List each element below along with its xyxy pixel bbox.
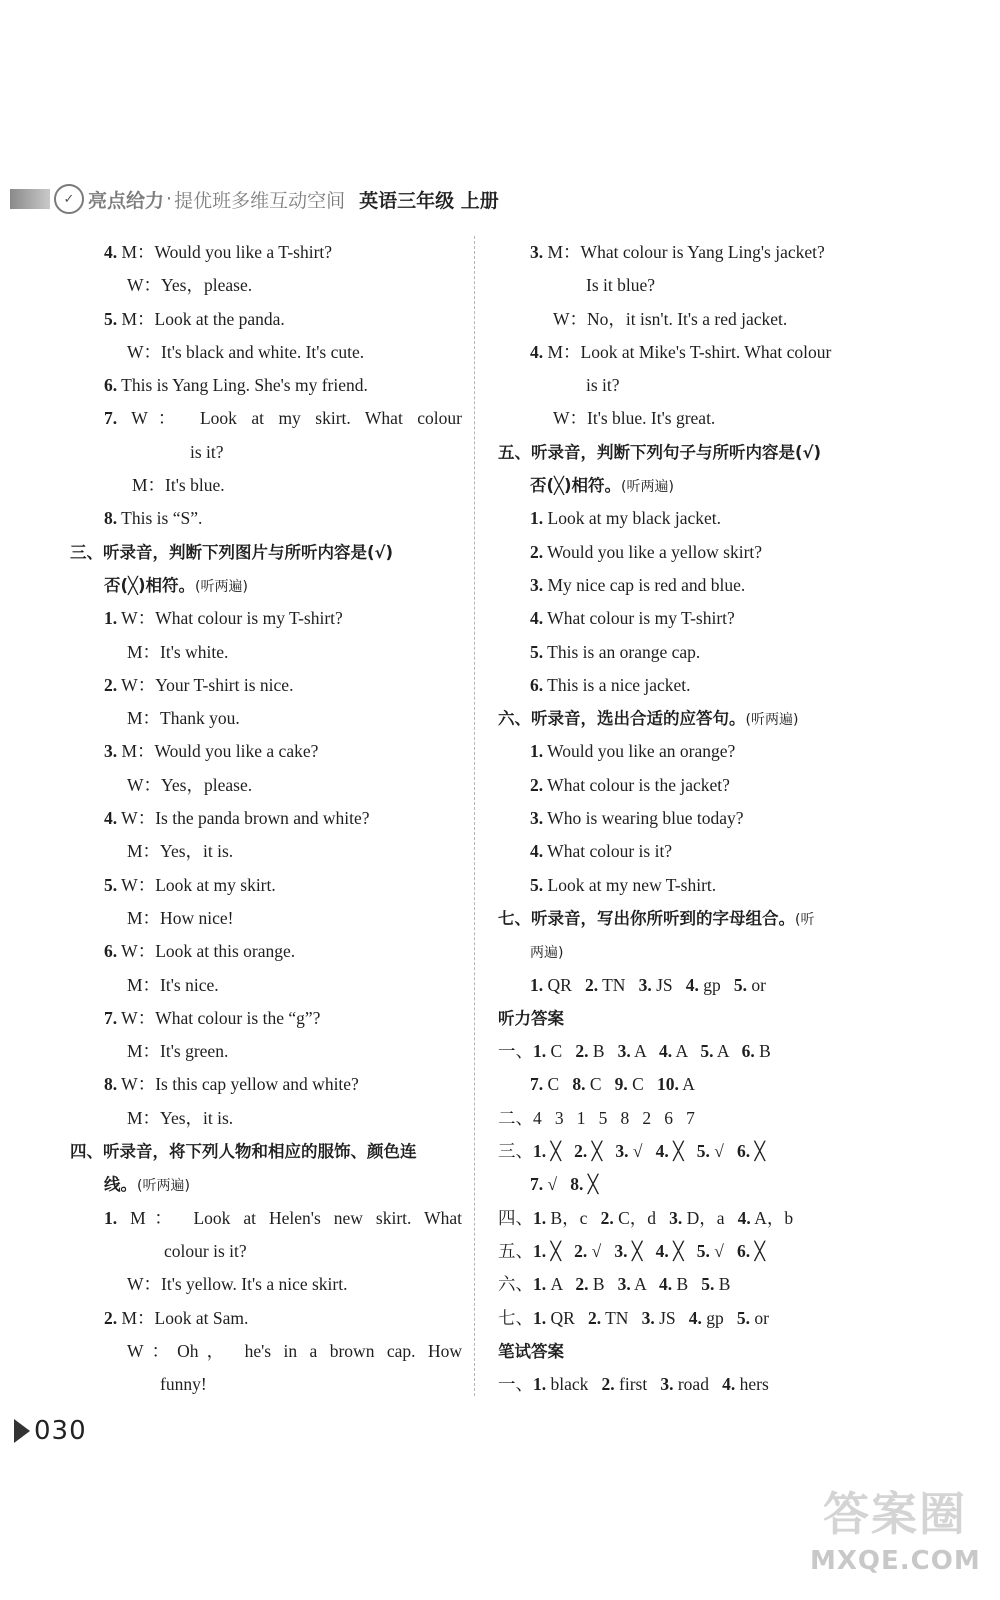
item-number: 8.	[104, 1074, 118, 1095]
text-line	[70, 835, 462, 868]
item-number: 7.	[104, 1007, 118, 1028]
text-line	[498, 669, 898, 702]
line-text: W：What colour is the “g”?	[117, 1007, 321, 1028]
section-note: (听	[795, 911, 815, 928]
text-line	[70, 735, 462, 768]
line-text: What colour is the jacket?	[543, 774, 730, 795]
text-line: 一、1. C 2. B 3. A 4. A 5. A 6. B	[498, 1041, 771, 1062]
line-text: M：It's white.	[127, 641, 229, 662]
line-text: M：Look at the panda.	[117, 308, 285, 329]
item-number: 4.	[104, 808, 118, 829]
section-heading	[498, 902, 898, 935]
text-line	[70, 1235, 462, 1268]
text-line	[70, 969, 462, 1002]
text-line	[70, 236, 462, 269]
text-line	[70, 702, 462, 735]
section-title: 三、听录音，判断下列图片与所听内容是(√)	[70, 542, 394, 562]
section-heading	[498, 469, 898, 502]
text-line	[70, 935, 462, 968]
text-line	[498, 369, 898, 402]
header-separator: ·	[166, 188, 173, 210]
item-number: 3.	[104, 741, 118, 762]
text-line	[70, 436, 462, 469]
line-text: W：No，it isn't. It's a red jacket.	[553, 308, 788, 329]
line-text: What colour is it?	[543, 841, 673, 862]
line-text: Would you like a yellow skirt?	[543, 541, 763, 562]
text-line	[498, 735, 898, 768]
line-text: M：Look at Mike's T-shirt. What colour	[543, 341, 832, 362]
watermark-url: MXQE.COM	[810, 1546, 981, 1576]
section-title: 否(╳)相符。	[104, 575, 196, 595]
line-text: M：Would you like a cake?	[117, 741, 319, 762]
section-heading	[498, 436, 898, 469]
line-text: W： Look at my skirt. What colour	[117, 408, 462, 429]
item-number: 5.	[530, 874, 544, 895]
text-line	[498, 336, 898, 369]
text-line	[70, 1035, 462, 1068]
section-heading	[498, 702, 898, 735]
line-text: Look at my new T-shirt.	[543, 874, 717, 895]
text-line	[70, 1002, 462, 1035]
item-number: 2.	[530, 774, 544, 795]
section-note: 两遍)	[530, 945, 564, 962]
text-line	[70, 1368, 462, 1401]
line-text: Who is wearing blue today?	[543, 808, 744, 829]
line-text: W：Is the panda brown and white?	[117, 808, 370, 829]
text-line	[498, 536, 898, 569]
page-header	[10, 181, 650, 217]
text-line	[70, 469, 462, 502]
text-line	[498, 636, 898, 669]
item-number: 4.	[104, 242, 118, 262]
text-line	[70, 769, 462, 802]
line-text: M：Thank you.	[127, 708, 240, 729]
line-text: This is an orange cap.	[543, 641, 701, 662]
line-text: W：What colour is my T-shirt?	[117, 608, 343, 629]
watermark-logo: 答案圈	[823, 1487, 967, 1541]
text-line	[70, 1302, 462, 1335]
text-line	[70, 602, 462, 635]
text-line: 1. QR 2. TN 3. JS 4. gp 5. or	[530, 974, 766, 995]
section-heading	[70, 536, 462, 569]
text-line	[70, 369, 462, 402]
line-text: M：Look at Sam.	[117, 1307, 249, 1328]
item-number: 5.	[104, 308, 118, 329]
section-note: (听两遍)	[137, 1178, 190, 1195]
text-line	[498, 835, 898, 868]
item-number: 4.	[530, 341, 544, 362]
text-line	[70, 269, 462, 302]
text-line	[498, 869, 898, 902]
line-text: Would you like an orange?	[543, 741, 736, 762]
item-number: 1.	[530, 741, 544, 762]
line-text: W：Oh， he's in a brown cap. How	[127, 1340, 462, 1361]
header-book-title: 英语三年级 上册	[359, 189, 499, 212]
line-text: colour is it?	[164, 1240, 247, 1261]
line-text: M：It's green.	[127, 1041, 229, 1062]
text-line: 7. √ 8. ╳	[530, 1174, 599, 1195]
text-line	[498, 602, 898, 635]
item-number: 6.	[530, 674, 544, 695]
text-line	[70, 1268, 462, 1301]
text-line	[498, 402, 898, 435]
text-line	[70, 1102, 462, 1135]
section-heading	[70, 569, 462, 602]
line-text: This is a nice jacket.	[543, 674, 691, 695]
watermark	[810, 1476, 980, 1586]
section-title: 笔试答案	[498, 1341, 564, 1361]
section-title: 五、听录音，判断下列句子与所听内容是(√)	[498, 442, 822, 462]
line-text: W：It's black and white. It's cute.	[127, 341, 365, 362]
text-line	[70, 1068, 462, 1101]
section-title: 否(╳)相符。	[530, 476, 622, 496]
line-text: My nice cap is red and blue.	[543, 574, 746, 595]
line-text: M：Would you like a T-shirt?	[117, 242, 333, 262]
section-title: 七、听录音，写出你所听到的字母组合。	[498, 908, 795, 928]
item-number: 1.	[530, 508, 544, 529]
column-divider	[474, 236, 475, 1396]
text-line	[70, 336, 462, 369]
text-line	[70, 1202, 462, 1235]
line-text: Look at my black jacket.	[543, 508, 721, 529]
item-number: 3.	[530, 808, 544, 829]
line-text: What colour is my T-shirt?	[543, 608, 735, 629]
item-number: 2.	[530, 541, 544, 562]
text-line	[498, 569, 898, 602]
line-text: W：Yes，please.	[127, 774, 253, 795]
item-number: 5.	[104, 874, 118, 895]
text-line	[70, 303, 462, 336]
item-number: 8.	[104, 508, 118, 529]
section-heading	[498, 935, 898, 968]
line-text: W：Look at my skirt.	[117, 874, 276, 895]
line-text: M：Yes，it is.	[127, 841, 234, 862]
line-text: M：What colour is Yang Ling's jacket?	[543, 242, 825, 262]
section-note: (听两遍)	[745, 712, 799, 729]
text-line: 七、1. QR 2. TN 3. JS 4. gp 5. or	[498, 1307, 769, 1328]
section-title: 听力答案	[498, 1008, 564, 1028]
text-line: 7. C 8. C 9. C 10. A	[530, 1074, 695, 1095]
text-line: 六、1. A 2. B 3. A 4. B 5. B	[498, 1274, 731, 1295]
left-column	[70, 236, 462, 1401]
right-column	[498, 236, 898, 1401]
line-text: M：Yes，it is.	[127, 1107, 234, 1128]
item-number: 2.	[104, 1307, 118, 1328]
text-line	[70, 502, 462, 535]
text-line	[498, 502, 898, 535]
item-number: 2.	[104, 674, 118, 695]
page-arrow-icon	[14, 1419, 30, 1443]
line-text: is it?	[586, 375, 620, 396]
line-text: W：Look at this orange.	[117, 941, 296, 962]
section-title: 四、听录音，将下列人物和相应的服饰、颜色连	[70, 1142, 417, 1162]
header-series: 提优班多维互动空间	[174, 189, 346, 212]
line-text: W：Your T-shirt is nice.	[117, 674, 294, 695]
item-number: 1.	[104, 608, 118, 629]
item-number: 7.	[104, 408, 118, 429]
brand-logo-icon: ✓	[54, 184, 84, 214]
line-text: This is Yang Ling. She's my friend.	[117, 375, 368, 396]
section-note: (听两遍)	[195, 578, 248, 595]
text-line: 四、1. B，c 2. C，d 3. D，a 4. A，b	[498, 1207, 794, 1228]
item-number: 4.	[530, 608, 544, 629]
text-line	[70, 802, 462, 835]
line-text: is it?	[190, 441, 224, 462]
section-note: (听两遍)	[621, 479, 674, 496]
text-line	[70, 902, 462, 935]
item-number: 3.	[530, 574, 544, 595]
page-footer	[14, 1416, 87, 1446]
line-text: W：It's yellow. It's a nice skirt.	[127, 1274, 348, 1295]
section-heading	[70, 1168, 462, 1201]
line-text: W：Is this cap yellow and white?	[117, 1074, 359, 1095]
text-line	[70, 1335, 462, 1368]
item-number: 3.	[530, 242, 544, 262]
item-number: 6.	[104, 375, 118, 396]
line-text: W：It's blue. It's great.	[553, 408, 716, 429]
line-text: This is “S”.	[117, 508, 203, 529]
header-brand: 亮点给力	[88, 189, 165, 212]
text-line	[70, 669, 462, 702]
text-line	[70, 402, 462, 435]
section-heading	[498, 1002, 898, 1035]
item-number: 5.	[530, 641, 544, 662]
text-line	[498, 269, 898, 302]
line-text: M：How nice!	[127, 907, 234, 928]
section-title: 线。	[104, 1175, 137, 1195]
header-bar-decoration	[10, 189, 50, 209]
text-line: 三、1. ╳ 2. ╳ 3. √ 4. ╳ 5. √ 6. ╳	[498, 1141, 766, 1162]
line-text: M：It's nice.	[127, 974, 219, 995]
text-line: 二、4 3 1 5 8 2 6 7	[498, 1107, 695, 1128]
line-text: M：It's blue.	[132, 475, 225, 496]
line-text: W：Yes，please.	[127, 275, 253, 296]
text-line: 五、1. ╳ 2. √ 3. ╳ 4. ╳ 5. √ 6. ╳	[498, 1240, 766, 1261]
text-line	[498, 802, 898, 835]
section-title: 六、听录音，选出合适的应答句。	[498, 709, 746, 729]
text-line	[498, 236, 898, 269]
text-line	[70, 869, 462, 902]
item-number: 4.	[530, 841, 544, 862]
text-line: 一、1. black 2. first 3. road 4. hers	[498, 1374, 769, 1395]
section-heading	[498, 1335, 898, 1368]
line-text: funny!	[160, 1374, 207, 1395]
page-number: 030	[34, 1416, 87, 1446]
section-heading	[70, 1135, 462, 1168]
item-number: 1.	[104, 1207, 118, 1228]
text-line	[70, 636, 462, 669]
text-line	[498, 303, 898, 336]
item-number: 6.	[104, 941, 118, 962]
line-text: Is it blue?	[586, 275, 656, 296]
line-text: M： Look at Helen's new skirt. What	[117, 1207, 462, 1228]
text-line	[498, 769, 898, 802]
